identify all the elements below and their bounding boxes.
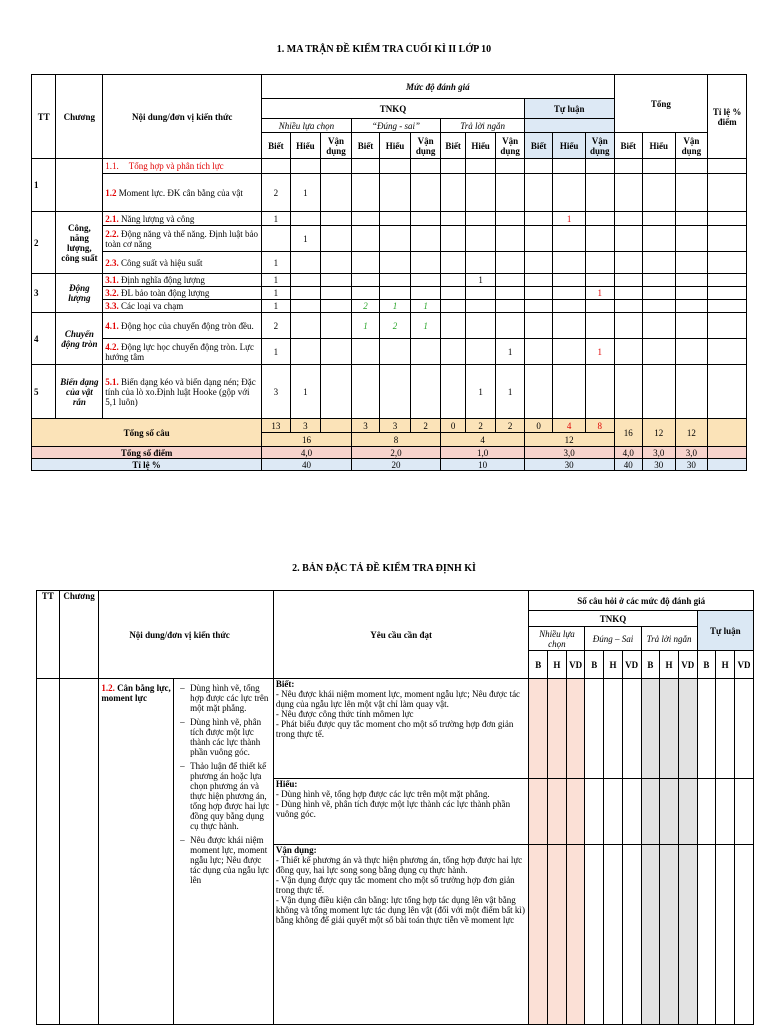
cell-value: 1 [262,339,291,365]
cell-value: 1 [290,174,321,212]
tc-tong: 16 [614,419,643,447]
cell-value: 3 [262,365,291,419]
cell-value: 2 [262,174,291,212]
tc-value: 2 [465,419,496,433]
h-b: B [529,651,548,679]
row-text: Năng lượng và công [118,213,195,224]
td-value: 4,0 [262,447,352,459]
tl-value: 30 [524,459,614,471]
tl-value: 20 [351,459,441,471]
row-3-2 [103,287,262,300]
tc-value: 4 [553,419,586,433]
row-text: Công suất và hiệu suất [118,257,203,268]
row-1-1 [103,159,262,174]
row-num: 3.1. [105,275,119,285]
spec-objectives [174,679,274,1025]
tc-value: 13 [262,419,291,433]
tile-label: Tỉ lệ % [32,459,262,471]
req-biet: Biết: - Nêu được khái niệm moment lực, moment ngẫu lực; Nêu được tác dụng của ngẫu lực lên một vật chỉ làm quay vật. - Nêu được công thức tính mômen lực - Phát biểu được quy tắc moment cho một số trường hợp đơn giản trong thực tế. [273,679,529,779]
h-biet: Biết [614,133,643,159]
req-vandung: Vận dụng: - Thiết kế phương án và thực hiện phương án, tổng hợp được hai lực đồng quy, hai lực song song bằng dụng cụ thực hành. - Vận dụng được quy tắc moment cho một số trường hợp đơn giản trong thực tế. - Vận dụng điều kiện cân bằng: lực tổng hợp tác dụng lên vật bằng không và tổng moment lực tác dụng lên vật (đối với một điểm bất kì) bằng không để giải quyết một số bài toán thực tiễn về moment lực [273,845,529,1025]
matrix-h-tuluan: Tự luận [524,99,614,119]
h-biet: Biết [262,133,291,159]
tc-value: 3 [380,419,411,433]
matrix-h-tong: Tổng [614,75,708,133]
cell-value: 1 [410,313,441,339]
row-2-1 [103,212,262,226]
h-vd: Vận dụng [410,133,441,159]
tc-value: 3 [290,419,321,433]
row-text: Tổng hợp và phân tích lực [128,161,224,171]
h-biet: Biết [441,133,465,159]
tc-value: 2 [496,419,525,433]
objective-item: – Nêu được khái niệm moment lực, moment ngẫu lực; Nêu được tác dụng của ngẫu lực lên [190,835,271,885]
tc-sum: 16 [262,433,352,447]
row-num: 2.2. [105,228,119,239]
tc-value [321,419,352,433]
tt-cell: 2 [32,212,56,274]
matrix-table [31,74,747,471]
chuong-cell [56,159,103,212]
h-b: B [585,651,604,679]
h-h: H [716,651,735,679]
tc-value: 8 [585,419,614,433]
tt-cell: 3 [32,274,56,313]
row-2-3 [103,252,262,274]
row-num: 4.2. [105,341,119,352]
matrix-h-chuong: Chương [56,75,103,159]
row-4-2 [103,339,262,365]
h-vd: VD [678,651,697,679]
spec-h-chuong: Chương [59,591,98,679]
chuong-cell: Biến dạng của vật rắn [56,365,103,419]
topic-num: 1.2. [101,683,115,693]
h-biet: Biết [524,133,553,159]
h-h: H [660,651,679,679]
row-text: Moment lực. ĐK cân bằng của vật [116,187,243,198]
matrix-h-tile: Tỉ lệ % điểm [708,75,747,159]
matrix-title: 1. MA TRẬN ĐỀ KIỂM TRA CUỐI KÌ II LỚP 10 [276,44,492,55]
h-vd: Vận dụng [496,133,525,159]
topic-text: Cân bằng lực, moment lực [101,683,171,703]
h-biet: Biết [351,133,380,159]
tc-value: 3 [351,419,380,433]
spec-topic [99,679,174,1025]
tc-tong: 12 [643,419,676,447]
matrix-h-nlc: Nhiều lựa chọn [262,119,352,133]
row-3-3 [103,300,262,313]
h-vd: Vận dụng [321,133,352,159]
cell-value: 1 [496,339,525,365]
h-b: B [697,651,716,679]
spec-h-noidung: Nội dung/đơn vị kiến thức [99,591,274,679]
spec-h-tuluan: Tự luận [697,611,753,651]
matrix-h-ds: “Đúng - sai” [351,119,441,133]
cell-value: 1 [262,274,291,287]
row-num: 2.1. [105,213,119,224]
cell-value: 1 [262,300,291,313]
h-vd: Vận dụng [675,133,708,159]
cell-value: 1 [496,365,525,419]
cell-value: 1 [262,252,291,274]
td-value: 1,0 [441,447,525,459]
td-value: 3,0 [524,447,614,459]
cell-value: 1 [585,339,614,365]
spec-h-tln: Trả lời ngắn [641,627,697,651]
tc-value: 2 [410,419,441,433]
row-1-2 [103,174,262,212]
chuong-cell: Công, năng lượng, công suất [56,212,103,274]
matrix-h-tnkq: TNKQ [262,99,525,119]
spec-h-nlc: Nhiều lựa chọn [529,627,585,651]
h-vd: VD [622,651,641,679]
row-num: 3.2. [105,288,119,298]
chuong-cell: Chuyển động tròn [56,313,103,365]
tongdiem-label: Tổng số điểm [32,447,262,459]
tl-tong: 40 [614,459,643,471]
tl-value: 10 [441,459,525,471]
td-tong: 4,0 [614,447,643,459]
h-hieu: Hiểu [553,133,586,159]
tc-tong: 12 [675,419,708,447]
h-hieu: Hiểu [465,133,496,159]
cell-value: 2 [262,313,291,339]
row-num: 1.2 [105,187,117,198]
h-h: H [604,651,623,679]
row-4-1 [103,313,262,339]
h-h: H [548,651,567,679]
h-vd: VD [734,651,753,679]
row-text: Các loại va chạm [118,301,184,311]
tc-sum: 8 [351,433,441,447]
h-vd: Vận dụng [585,133,614,159]
cell-value: 1 [553,212,586,226]
matrix-h-tl-empty [524,119,614,133]
spec-h-yeucau: Yêu cầu cần đạt [273,591,529,679]
tt-cell: 4 [32,313,56,365]
cell-value: 1 [380,300,411,313]
td-tong: 3,0 [675,447,708,459]
row-2-2 [103,226,262,252]
matrix-h-tln: Trả lời ngắn [441,119,525,133]
matrix-h-tt: TT [32,75,56,159]
spec-h-ds: Đúng – Sai [585,627,641,651]
spec-h-tnkq: TNKQ [529,611,697,627]
tl-tong: 30 [675,459,708,471]
row-3-1 [103,274,262,287]
tt-cell: 1 [32,159,56,212]
row-text: Biến dạng kéo và biến dạng nén; Đặc tính của lò xo.Định luật Hooke (gộp với 5,1 luôn) [105,376,256,407]
cell-value: 2 [380,313,411,339]
cell-value: 1 [262,212,291,226]
cell-value: 1 [465,365,496,419]
row-5-1 [103,365,262,419]
td-tong: 3,0 [643,447,676,459]
td-value: 2,0 [351,447,441,459]
tt-cell: 5 [32,365,56,419]
cell-value: 1 [290,365,321,419]
h-b: B [641,651,660,679]
row-text: Động học của chuyển động tròn đều. [118,320,254,331]
row-text: Định nghĩa động lượng [118,275,205,285]
req-hieu: Hiểu: - Dùng hình vẽ, tổng hợp được các lực trên một mặt phẳng. - Dùng hình vẽ, phân tích được một lực thành các lực thành phần vuông góc. [273,779,529,845]
matrix-h-mucdo: Mức độ đánh giá [262,75,614,99]
cell-value: 1 [262,287,291,300]
cell-value: 1 [465,274,496,287]
objective-item: – Dùng hình vẽ, tổng hợp được các lực trên một mặt phẳng. [190,683,271,713]
tl-tong: 30 [643,459,676,471]
row-num: 3.3. [105,301,119,311]
h-hieu: Hiểu [643,133,676,159]
row-num: 2.3. [105,257,119,268]
chuong-cell: Động lượng [56,274,103,313]
cell-value: 1 [351,313,380,339]
tc-value: 0 [441,419,465,433]
spec-title: 2. BẢN ĐẶC TẢ ĐỀ KIỂM TRA ĐỊNH KÌ [292,563,476,574]
spec-h-tt: TT [37,591,60,679]
tl-value: 40 [262,459,352,471]
row-num: 5.1. [105,376,119,387]
h-vd: VD [566,651,585,679]
row-text: Động năng và thế năng. Định luật bảo toàn cơ năng [105,228,258,249]
objective-item: – Thảo luận để thiết kế phương án hoặc lựa chọn phương án và thực hiện phương án, tổng hợp được hai lực đồng quy bằng dụng cụ thực hành. [190,761,271,831]
h-hieu: Hiểu [380,133,411,159]
tongcau-label: Tổng số câu [32,419,262,447]
row-text: ĐL bảo toàn động lượng [118,288,210,298]
row-num: 4.1. [105,320,119,331]
cell-value: 1 [585,287,614,300]
matrix-h-noidung: Nội dung/đơn vị kiến thức [103,75,262,159]
tc-sum: 12 [524,433,614,447]
h-hieu: Hiểu [290,133,321,159]
cell-value: 1 [410,300,441,313]
row-num: 1.1. [105,161,119,171]
objective-item: – Dùng hình vẽ, phân tích được một lực thành các lực thành phần vuông góc. [190,717,271,757]
spec-table [36,590,754,1025]
cell-value: 1 [290,226,321,252]
tc-value: 0 [524,419,553,433]
tc-sum: 4 [441,433,525,447]
row-text: Động lực học chuyển động tròn. Lực hướng tâm [105,341,255,362]
spec-h-socau: Số câu hỏi ở các mức độ đánh giá [529,591,754,611]
cell-value: 2 [351,300,380,313]
